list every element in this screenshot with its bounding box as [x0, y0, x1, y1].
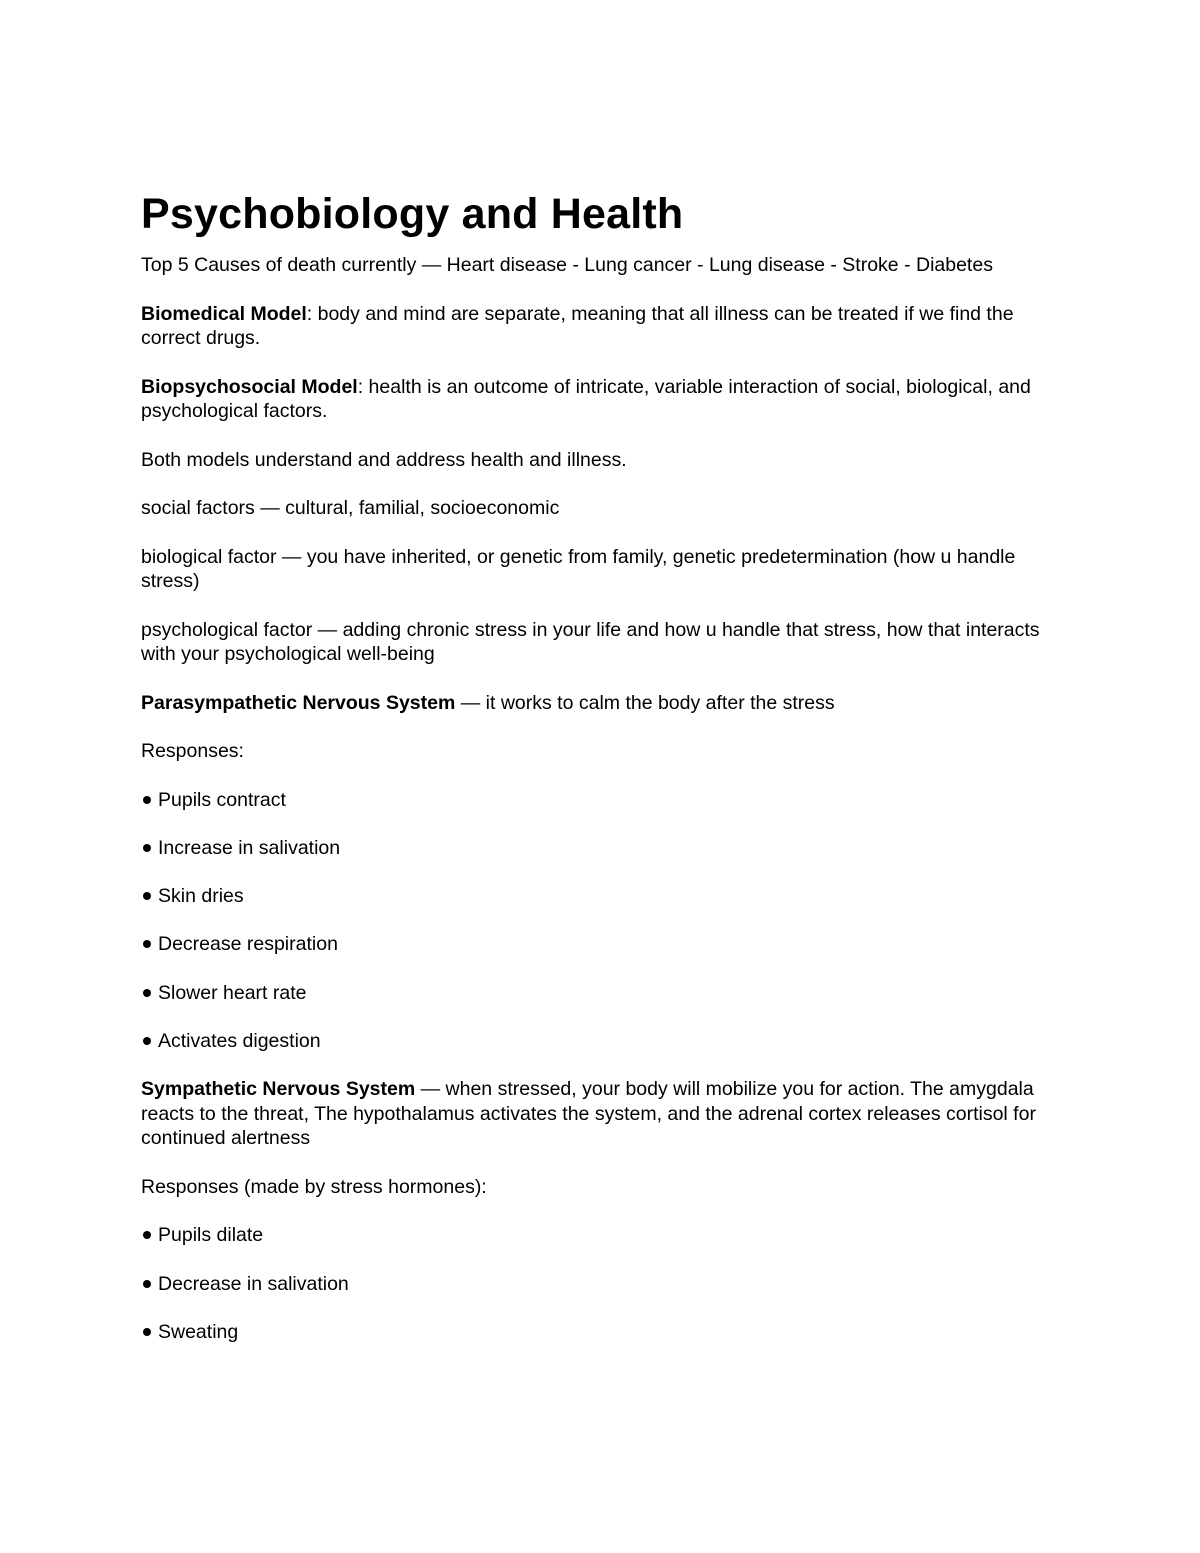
- parasympathetic-term: Parasympathetic Nervous System: [141, 691, 456, 714]
- psychological-factor-paragraph: psychological factor — adding chronic stress in your life and how u handle that stress, how that interacts with your psychological well-being: [141, 618, 1040, 665]
- list-item: [141, 1223, 1061, 1248]
- list-item-text: Slower heart rate: [158, 981, 307, 1004]
- both-models-paragraph: Both models understand and address health and illness.: [141, 448, 627, 471]
- list-item: [141, 1272, 1061, 1297]
- list-item: [141, 836, 1061, 861]
- bullet-icon: [143, 1328, 151, 1336]
- bullet-icon: [143, 989, 151, 997]
- sympathetic-text: — when stressed, your body will mobilize you for action. The amygdala reacts to the threat, The hypothalamus activates the system, and the adrenal cortex releases cortisol for continued alertness: [141, 1078, 1036, 1150]
- biological-factor-paragraph: biological factor — you have inherited, or genetic from family, genetic predetermination (how u handle stress): [141, 545, 1016, 592]
- bullet-icon: [143, 1231, 151, 1239]
- list-item-text: Pupils dilate: [158, 1224, 264, 1247]
- parasympathetic-responses-label: Responses:: [141, 740, 244, 762]
- biopsychosocial-term: Biopsychosocial Model: [141, 375, 358, 398]
- causes-paragraph: Top 5 Causes of death currently — Heart disease - Lung cancer - Lung disease - Stroke - Diabetes: [141, 254, 993, 276]
- list-item-text: Increase in salivation: [158, 836, 341, 859]
- list-item: [141, 932, 1061, 957]
- list-item: [141, 884, 1061, 909]
- parasympathetic-text: — it works to calm the body after the stress: [455, 691, 835, 714]
- list-item-text: Decrease in salivation: [158, 1272, 349, 1295]
- list-item-text: Pupils contract: [158, 788, 286, 811]
- biomedical-paragraph: [141, 302, 1061, 351]
- biopsychosocial-paragraph: [141, 375, 1061, 424]
- bullet-icon: [143, 892, 151, 900]
- bullet-icon: [143, 1037, 151, 1045]
- bullet-icon: [143, 796, 151, 804]
- bullet-icon: [143, 940, 151, 948]
- list-item-text: Decrease respiration: [158, 933, 338, 956]
- list-item-text: Skin dries: [158, 885, 244, 908]
- list-item: [141, 788, 1061, 813]
- sympathetic-responses-label: Responses (made by stress hormones):: [141, 1175, 487, 1198]
- biopsychosocial-text: : health is an outcome of intricate, variable interaction of social, biological, and psychological factors.: [141, 375, 1031, 422]
- list-item-text: Activates digestion: [158, 1029, 321, 1052]
- biomedical-text: : body and mind are separate, meaning that all illness can be treated if we find the correct drugs.: [141, 302, 1014, 349]
- sympathetic-paragraph: [141, 1077, 1061, 1151]
- sympathetic-term: Sympathetic Nervous System: [141, 1078, 416, 1101]
- document-page: [141, 188, 1061, 1368]
- list-item: [141, 1320, 1061, 1345]
- parasympathetic-paragraph: [141, 691, 1061, 716]
- list-item: [141, 1029, 1061, 1054]
- biomedical-term: Biomedical Model: [141, 302, 307, 325]
- bullet-icon: [143, 844, 151, 852]
- social-factors-paragraph: social factors — cultural, familial, socioeconomic: [141, 497, 560, 519]
- bullet-icon: [143, 1280, 151, 1288]
- list-item: [141, 981, 1061, 1006]
- list-item-text: Sweating: [158, 1320, 239, 1343]
- document-title: Psychobiology and Health: [141, 190, 684, 238]
